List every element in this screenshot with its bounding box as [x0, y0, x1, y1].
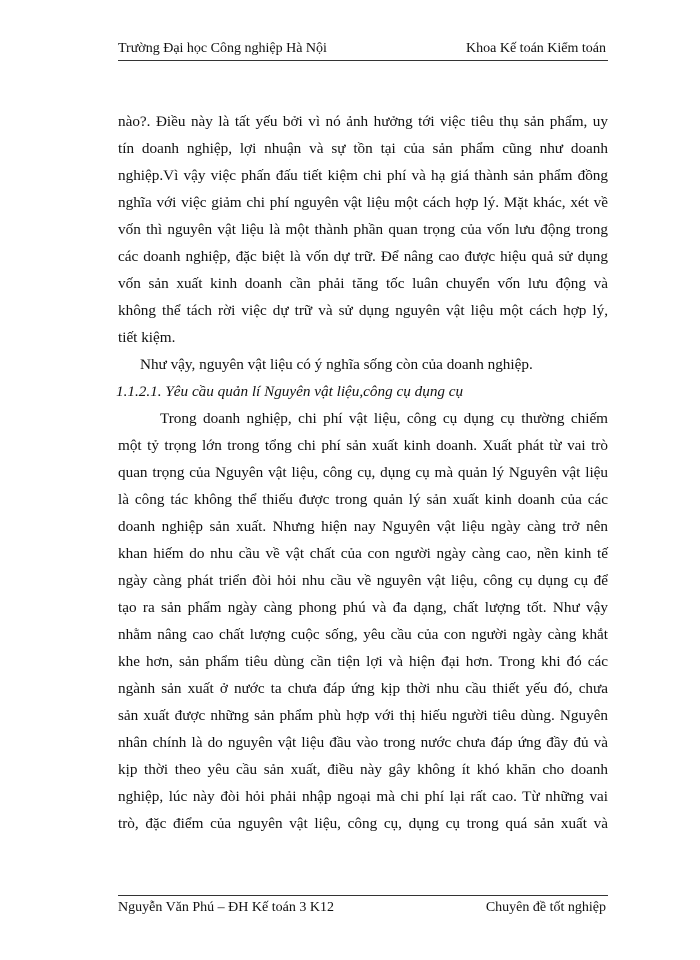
footer-author: Nguyễn Văn Phú – ĐH Kế toán 3 K12: [118, 900, 334, 915]
text-line: vốn thì nguyên vật liệu là một thành phần quan trọng của vốn lưu động trong: [118, 221, 608, 238]
paragraph-2: Như vậy, nguyên vật liệu có ý nghĩa sống còn của doanh nghiệp.: [140, 356, 533, 373]
text-line: khe hơn, sản phẩm tiêu dùng cần tiện lợi và hiện đại hơn. Trong khi đó các: [118, 653, 608, 670]
text-line: doanh nghiệp sản xuất. Nhưng hiện nay Nguyên vật liệu ngày càng trở nên: [118, 518, 608, 535]
text-line: nhằm nâng cao chất lượng cuộc sống, yêu cầu của con người ngày càng khắt: [118, 626, 608, 643]
text-line: là công tác không thể thiếu được trong quản lý sản xuất kinh doanh của các: [118, 491, 608, 508]
text-line: các doanh nghiệp, đặc biệt là vốn dự trữ. Để nâng cao được hiệu quả sử dụng: [118, 248, 608, 265]
text-line: tiết kiệm.: [118, 329, 176, 346]
page-footer: [118, 895, 608, 918]
text-line: tín doanh nghiệp, lợi nhuận và sự tồn tại của sản phẩm cũng như doanh: [118, 140, 608, 157]
text-line: trò, đặc điểm của nguyên vật liệu, công cụ, dụng cụ trong quá sản xuất và: [118, 815, 608, 832]
text-line: nào?. Điều này là tất yếu bởi vì nó ảnh hưởng tới việc tiêu thụ sản phẩm, uy: [118, 113, 608, 130]
footer-document-type: Chuyên đề tốt nghiệp: [485, 900, 606, 915]
text-line: tạo ra sản phẩm ngày càng phong phú và đa dạng, chất lượng tốt. Như vậy: [118, 599, 608, 616]
paragraph-3: [118, 405, 608, 837]
text-line: không thể tách rời việc dự trữ và sử dụng nguyên vật liệu một cách hợp lý,: [118, 302, 608, 319]
text-line: quan trọng của Nguyên vật liệu, công cụ, dụng cụ mà quản lý Nguyên vật liệu: [118, 464, 608, 481]
paragraph-1: [118, 108, 608, 351]
text-line: Trong doanh nghiệp, chi phí vật liệu, công cụ dụng cụ thường chiếm: [160, 410, 608, 427]
section-heading: 1.1.2.1. Yêu cầu quản lí Nguyên vật liệu,công cụ dụng cụ: [116, 383, 464, 400]
header-school-name: Trường Đại học Công nghiệp Hà Nội: [118, 41, 327, 56]
text-line: sản xuất được những sản phẩm phù hợp với thị hiếu người tiêu dùng. Nguyên: [118, 707, 608, 724]
text-line: nghĩa với việc giảm chi phí nguyên vật liệu một cách hợp lý. Mặt khác, xét về: [118, 194, 608, 211]
page-header: [118, 40, 608, 61]
text-line: vốn sản xuất kinh doanh cần phải tăng tốc luân chuyển vốn lưu động và: [118, 275, 608, 292]
document-body: [118, 108, 608, 837]
text-line: ngày càng phát triển đòi hỏi nhu cầu về nguyên vật liệu, công cụ dụng cụ để: [118, 572, 608, 589]
text-line: nghiệp, lúc này đòi hỏi phải nhập ngoại mà chi phí lại rất cao. Từ những vai: [118, 788, 608, 805]
text-line: ngành sản xuất ở nước ta chưa đáp ứng kịp thời nhu cầu thiết yếu đó, chưa: [118, 680, 608, 697]
text-line: khan hiếm do nhu cầu về vật chất của con người ngày càng cao, nền kinh tế: [118, 545, 608, 562]
header-faculty-name: Khoa Kế toán Kiểm toán: [466, 41, 606, 56]
text-line: một tỷ trọng lớn trong tổng chi phí sản xuất kinh doanh. Xuất phát từ vai trò: [118, 437, 608, 454]
text-line: nghiệp.Vì vậy việc phấn đấu tiết kiệm chi phí và hạ giá thành sản phẩm đồng: [118, 167, 608, 184]
text-line: kịp thời theo yêu cầu sản xuất, điều này gây không ít khó khăn cho doanh: [118, 761, 608, 778]
text-line: nhân chính là do nguyên vật liệu đầu vào trong nước chưa đáp ứng đầy đủ và: [118, 734, 608, 751]
